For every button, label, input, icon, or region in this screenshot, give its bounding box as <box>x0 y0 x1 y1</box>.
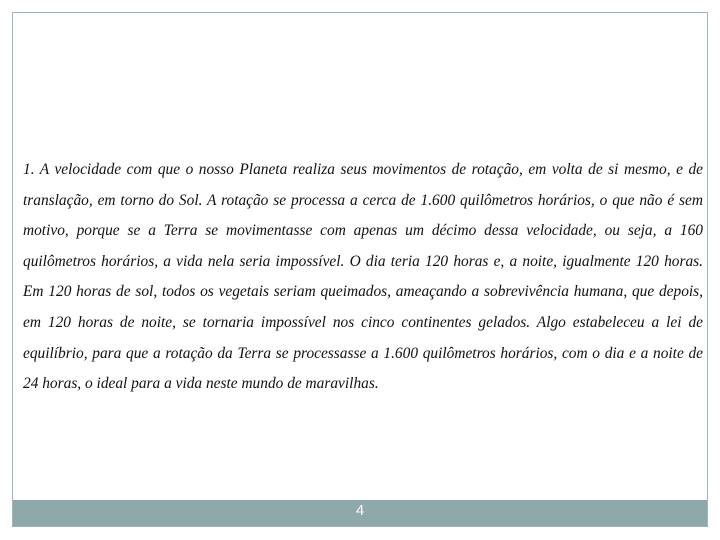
page-number: 4 <box>355 502 365 519</box>
footer-bar <box>13 500 707 526</box>
slide-frame <box>12 12 708 527</box>
slide-body-paragraph: 1. A velocidade com que o nosso Planeta realiza seus movimentos de rotação, em volta de si mesmo, e de translação, em torno do Sol. A rotação se processa a cerca de 1.600 quilômetros horários, o que não é sem motivo, porque se a Terra se movimentasse com apenas um décimo dessa velocidade, ou seja, a 160 quilômetros horários, a vida nela seria impossível. O dia teria 120 horas e, a noite, igualmente 120 horas. Em 120 horas de sol, todos os vegetais seriam queimados, ameaçando a sobrevivência humana, que depois, em 120 horas de noite, se tornaria impossível nos cinco continentes gelados. Algo estabeleceu a lei de equilíbrio, para que a rotação da Terra se processasse a 1.600 quilômetros horários, com o dia e a noite de 24 horas, o ideal para a vida neste mundo de maravilhas. <box>23 161 703 393</box>
